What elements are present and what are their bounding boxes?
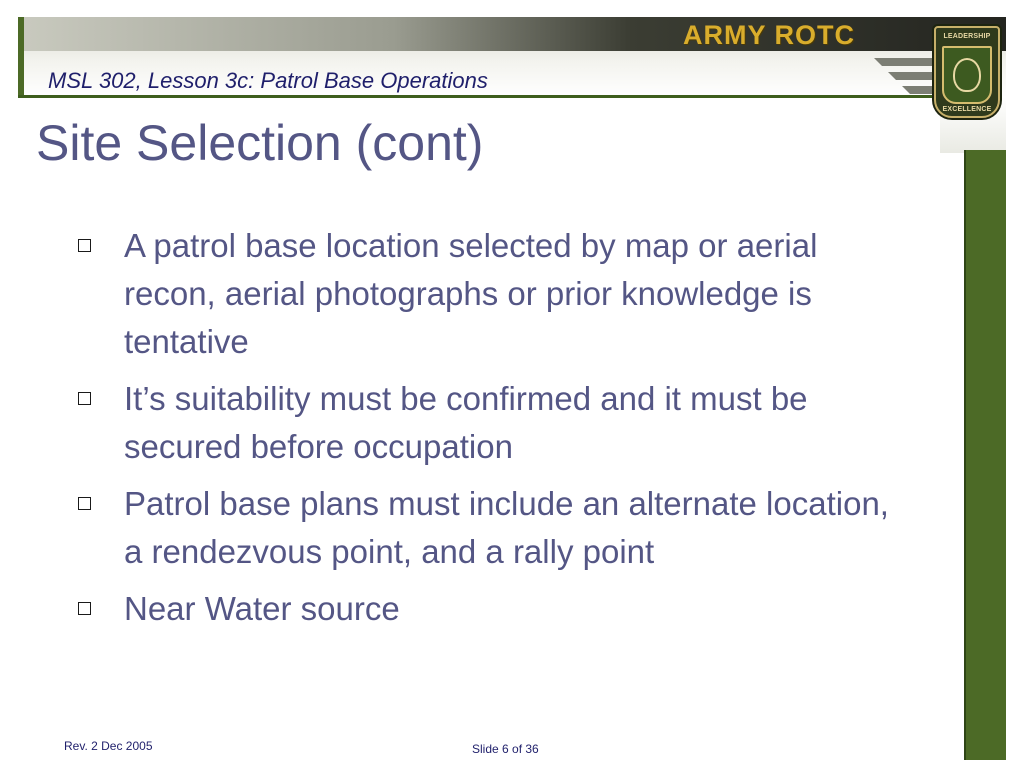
square-bullet-icon [78, 239, 91, 252]
header-dark-band [18, 17, 1006, 51]
bullet-item [72, 222, 902, 366]
header-left-edge [18, 17, 24, 98]
bullet-text: Patrol base plans must include an alternate location, a rendezvous point, and a rally point [124, 485, 889, 570]
emblem-mark-icon [953, 58, 981, 92]
header-rule [18, 95, 966, 98]
footer-slide-number: Slide 6 of 36 [472, 742, 539, 756]
slide-title: Site Selection (cont) [36, 115, 484, 171]
green-side-band [964, 150, 1006, 760]
bullet-item [72, 480, 902, 576]
square-bullet-icon [78, 497, 91, 510]
bullet-item [72, 585, 902, 633]
bullet-item [72, 375, 902, 471]
rotc-emblem-icon [934, 26, 1000, 118]
square-bullet-icon [78, 602, 91, 615]
course-title: MSL 302, Lesson 3c: Patrol Base Operations [48, 68, 488, 93]
square-bullet-icon [78, 392, 91, 405]
bullet-text: A patrol base location selected by map or aerial recon, aerial photographs or prior knowledge is tentative [124, 227, 818, 360]
emblem-top-text: LEADERSHIP [943, 33, 991, 40]
bullet-text: Near Water source [124, 590, 400, 627]
bullet-text: It’s suitability must be confirmed and it must be secured before occupation [124, 380, 808, 465]
bullet-list [72, 222, 902, 642]
emblem-shield [942, 46, 992, 104]
emblem-bottom-text: EXCELLENCE [942, 106, 992, 113]
brand-logo-text: ARMY ROTC [683, 20, 856, 50]
footer-revision: Rev. 2 Dec 2005 [64, 739, 153, 753]
header-stripe [874, 58, 942, 66]
